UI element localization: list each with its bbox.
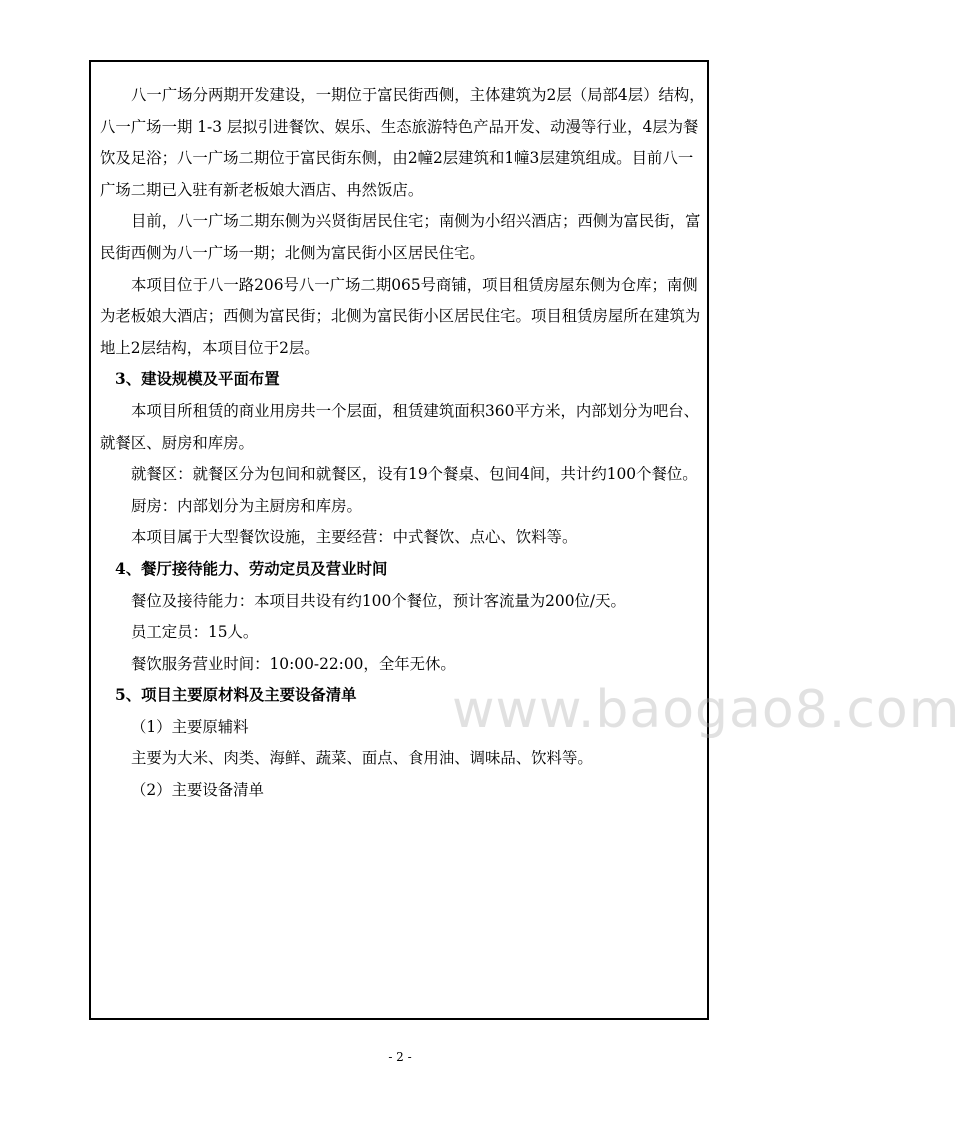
section-heading-scale-layout: 3、建设规模及平面布置 — [115, 370, 280, 389]
paragraph-surroundings: 目前，八一广场二期东侧为兴贤街居民住宅；南侧为小绍兴酒店；西侧为富民街，富民街西侧为八一广场一期；北侧为富民街小区居民住宅。 — [100, 212, 701, 262]
section-heading-capacity-staff-hours: 4、餐厅接待能力、劳动定员及营业时间 — [115, 559, 388, 578]
paragraph-raw-materials: 主要为大米、肉类、海鲜、蔬菜、面点、食用油、调味品、饮料等。 — [131, 749, 593, 768]
paragraph-opening-hours: 餐饮服务营业时间：10:00-22:00，全年无休。 — [131, 654, 456, 673]
paragraph-staff: 员工定员：15人。 — [131, 623, 259, 642]
section-heading-materials-equipment: 5、项目主要原材料及主要设备清单 — [115, 686, 357, 705]
paragraph-kitchen: 厨房：内部划分为主厨房和库房。 — [131, 496, 362, 515]
page-number: - 2 - — [388, 1050, 412, 1064]
paragraph-project-location: 本项目位于八一路206号八一广场二期065号商铺，项目租赁房屋东侧为仓库；南侧为老板娘大酒店；西侧为富民街；北侧为富民街小区居民住宅。项目租赁房屋所在建筑为地上2层结构，本项目位于2层。 — [100, 275, 701, 357]
paragraph-rented-area: 本项目所租赁的商业用房共一个层面，租赁建筑面积360平方米，内部划分为吧台、就餐区、厨房和库房。 — [100, 401, 700, 452]
paragraph-dining-area: 就餐区：就餐区分为包间和就餐区，设有19个餐桌、包间4间，共计约100个餐位。 — [131, 465, 698, 484]
paragraph-site-overview: 八一广场分两期开发建设，一期位于富民街西侧，主体建筑为2层（局部4层）结构，八一广场一期 1-3 层拟引进餐饮、娱乐、生态旅游特色产品开发、动漫等行业，4层为餐饮及足浴；八一广场二期位于富民街东侧，由2幢2层建筑和1幢3层建筑组成。目前八一广场二期已入驻有新老板娘大酒店、冉然饭店。 — [100, 86, 705, 199]
subheading-equipment-list: （2）主要设备清单 — [131, 781, 264, 800]
paragraph-business-scope: 本项目属于大型餐饮设施，主要经营：中式餐饮、点心、饮料等。 — [131, 528, 578, 547]
subheading-raw-materials: （1）主要原辅料 — [131, 717, 249, 736]
paragraph-seating-capacity: 餐位及接待能力：本项目共设有约100个餐位，预计客流量为200位/天。 — [131, 591, 626, 610]
watermark-text: www.baogao8.com — [452, 680, 960, 740]
